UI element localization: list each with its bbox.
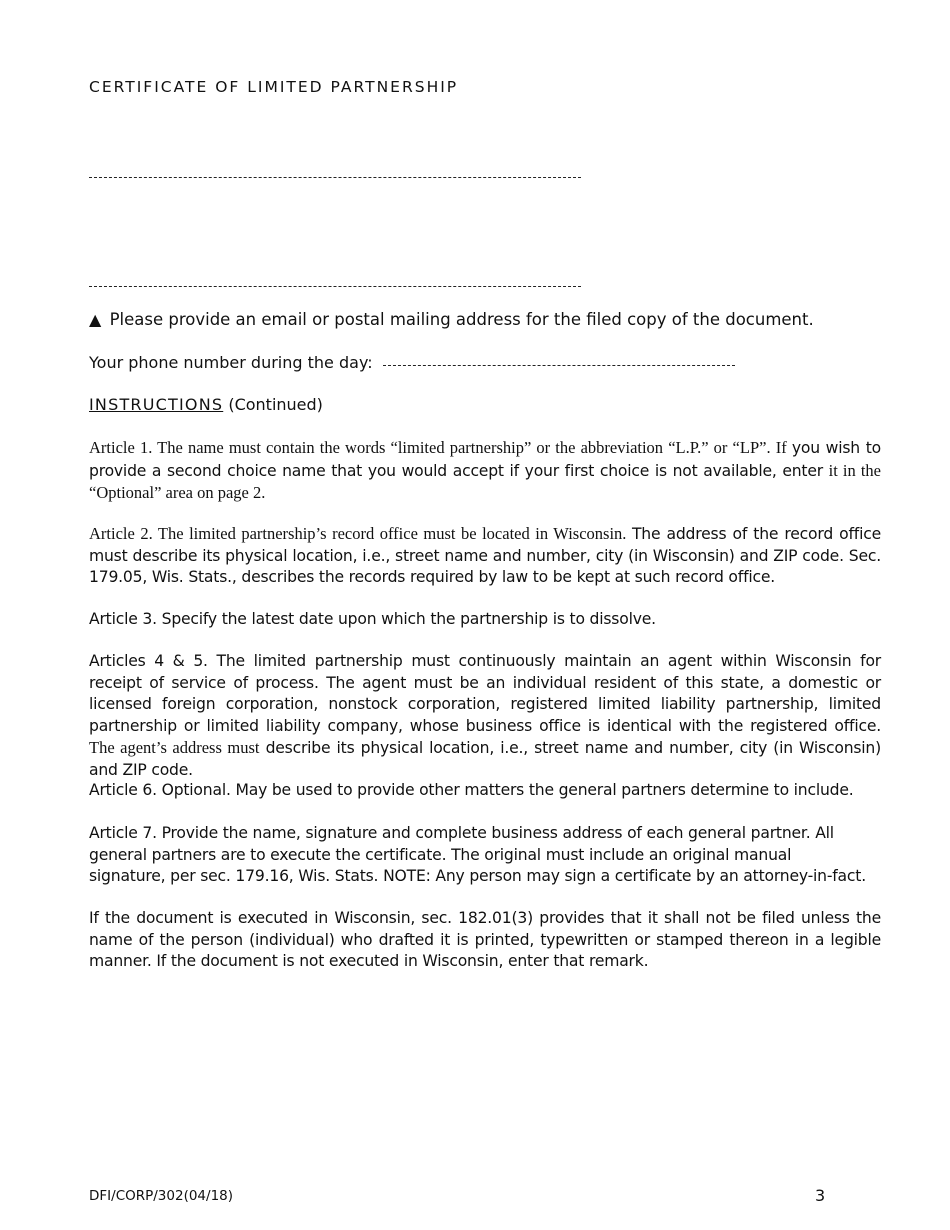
article-7-line-1: Article 7. Provide the name, signature and complete business address of each general partner. All [89,824,834,842]
signature-line-1[interactable] [89,177,581,178]
signature-line-2[interactable] [89,286,581,287]
article-6-instruction: Article 6. Optional. May be used to provide other matters the general partners determine to include. [89,781,854,799]
notice-text: Please provide an email or postal mailing address for the filed copy of the document. [109,310,814,329]
mailing-address-notice [89,310,814,329]
article-1-line-2: you wish to provide a second choice name that you would accept if your first choice is not available, enter [89,439,881,480]
phone-input-line[interactable] [383,365,735,366]
articles-4-5-instruction [89,651,881,781]
article-1-line-1: Article 1. The name must contain the words “limited partnership” or the abbreviation “L.P.” or “LP”. If [89,438,792,457]
execution-location-instruction: If the document is executed in Wisconsin, sec. 182.01(3) provides that it shall not be filed unless the name of the person (individual) who drafted it is printed, typewritten or stamped thereon in a legible manner. If the document is not executed in Wisconsin, enter that remark. [89,909,881,970]
articles-4-5-part-1: Articles 4 & 5. The limited partnership must continuously maintain an agent within Wisconsin for receipt of service of process. The agent must be an individual resident of this state, a domestic or licensed foreign corporation, nonstock corporation, registered limited liability partnership, limited partnership or limited liability company, whose business office is identical with the registered office. [89,652,881,735]
instructions-title: INSTRUCTIONS [89,395,224,414]
phone-field-row [89,353,735,372]
document-title: CERTIFICATE OF LIMITED PARTNERSHIP [89,78,459,96]
articles-4-5-part-3: describe its physical location, i.e., street name and number, city (in Wisconsin) and ZIP code. [89,739,881,779]
article-1-line-3: it in the “Optional” area on page 2. [89,460,881,502]
instructions-continued: (Continued) [223,395,323,414]
article-2-instruction [89,523,881,589]
article-7-instruction [89,823,881,888]
article-3-instruction: Article 3. Specify the latest date upon which the partnership is to dissolve. [89,610,656,628]
triangle-up-icon: ▲ [89,310,102,329]
article-1-instruction [89,437,881,505]
article-7-line-2: general partners are to execute the certificate. The original must include an original manual [89,845,792,864]
articles-4-5-part-2: The agent’s address must [89,738,260,757]
instructions-heading [89,395,323,414]
page-number: 3 [815,1186,826,1205]
article-2-part-1: Article 2. The limited partnership’s record office must be located in Wisconsin. [89,524,632,543]
article-2-part-2: The address of the record office must describe its physical location, i.e., street name and number, city (in Wisconsin) and ZIP code. Sec. 179.05, Wis. Stats., describes the records required by law to be kept at such record office. [89,525,881,586]
article-7-line-3: signature, per sec. 179.16, Wis. Stats. NOTE: Any person may sign a certificate by an attorney-in-fact. [89,867,866,885]
form-code: DFI/CORP/302(04/18) [89,1188,234,1204]
phone-label: Your phone number during the day: [89,353,373,372]
